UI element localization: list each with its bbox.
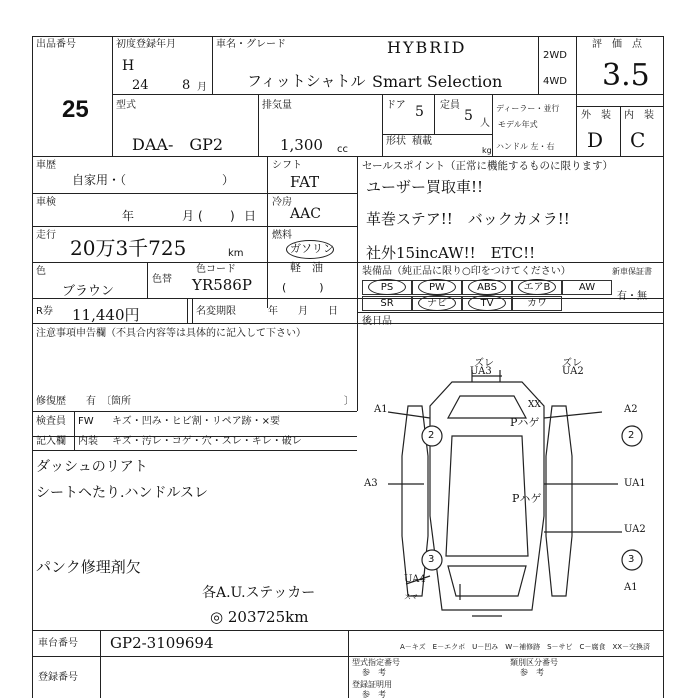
color-code-label: 色コード [196,264,236,275]
reg-label: 登録番号 [38,672,78,683]
dealer-label: ディーラー・並行 [496,104,560,113]
chassis-label: 車台番号 [38,638,78,649]
displacement: 1,300 [280,136,323,154]
recycle-label: R券 [36,306,53,317]
color-change-label: 色替 [152,274,172,285]
equip-airbag: エアB [512,280,562,295]
equip-navi: ナビ [412,296,462,311]
repair-close: 〕 [344,396,354,407]
diagram-label-zure-1: ズレ [474,358,494,369]
entry-label: 記入欄 [36,436,66,447]
chassis-value: GP2-3109694 [110,634,214,652]
equip-leather: カワ [512,296,562,311]
equipment-label: 装備品（純正品に限り○印をつけてください） [362,266,571,277]
title-deadline-value: 年 月 日 [268,306,338,317]
model: DAA- GP2 [132,135,224,154]
diagram-label-a1: A1 [374,404,388,415]
lot-number: 25 [62,96,89,123]
kg-unit: kg [482,146,492,155]
reg-month: 8 [182,78,191,93]
ac-value: AAC [290,206,321,222]
inspection-month: 月 [182,209,195,223]
equip-pw: PW [412,280,462,295]
inspection-day: 日 [244,209,257,223]
inspection-year: 年 [122,209,135,223]
circle-num-4: 3 [628,554,635,565]
model-year-label: モデル年式 [498,120,538,129]
class-label: 類別区分番号 [510,658,558,667]
fuel-label: 燃料 [272,230,292,241]
shift-value: FAT [290,173,320,191]
sales-points-label: セールスポイント（正常に機能するものに限ります） [362,160,614,172]
interior-sub: 内装 [78,436,98,447]
warranty-label: 新車保証書 [612,267,652,276]
recycle-value: 11,440円 [72,306,140,324]
title-deadline-label: 名変期限 [196,306,236,317]
exterior-label: 外 装 [581,110,611,121]
name-label: 車名・グレード [216,39,286,50]
circle-num-1: 2 [428,430,435,441]
cc-unit: cc [337,144,348,155]
note-4: 各A.U.ステッカー [202,585,316,601]
diagram-label-zure-2: ズレ [562,358,582,369]
fuel-paren: ( ) [282,281,324,294]
sales-line-3: 社外15incAW!! ETC!! [366,244,536,262]
mileage-value: 20万3千725 [70,236,187,260]
mileage-label: 走行 [36,230,56,241]
diagram-label-a2: A2 [624,404,638,415]
diagram-label-ua3: UA3 [470,366,492,377]
note-5: ◎ 203725km [210,608,309,626]
doors-label: ドア [386,100,406,111]
color-label: 色 [36,266,46,277]
diagram-label-phage-2: Pハゲ [512,492,542,505]
equip-sr: SR [362,296,412,311]
seats-unit: 人 [480,118,490,129]
inspection-label: 車検 [36,197,56,208]
score-label: 評 価 点 [592,39,642,50]
diagram-label-a1-rear: A1 [624,582,638,593]
load-label: 積載 [412,136,432,147]
seats: 5 [464,108,473,124]
notes-label: 注意事項申告欄（不具合内容等は具体的に記入して下さい） [36,328,306,339]
exterior-row-items: キズ・凹み・ヒビ割・リペア跡・×要 [112,416,280,427]
warranty-value: 有・無 [617,291,647,302]
inspection-paren-close: ) [230,209,235,223]
month-unit: 月 [197,82,207,93]
diagram-label-ua2: UA2 [624,524,646,535]
ref-2: 参 考 [520,668,544,677]
repair-label: 修復歴 有 〔箇所 [36,396,131,407]
fuel-gasoline: ガソリン [290,242,334,255]
ref-3: 参 考 [362,690,386,699]
mileage-unit: km [228,248,244,259]
diagram-label-sma: スマ [404,593,418,601]
equip-ps: PS [362,280,412,295]
lot-label: 出品番号 [36,39,76,50]
equip-tv: TV [462,296,512,311]
diagram-label-phage-1: Pハゲ [510,416,540,429]
history-label: 車歴 [36,160,56,171]
hybrid-text: HYBRID [387,38,467,57]
drive-2wd: 2WD [543,50,567,61]
note-1: ダッシュのリアト [36,459,148,475]
score: 3.5 [602,58,650,93]
diagram-label-ua4: UA4 [404,574,426,585]
exterior-row-label: 検査員 [36,416,66,427]
inspection-paren-open: ( [198,209,203,223]
shift-label: シフト [272,160,302,171]
drive-4wd: 4WD [543,76,567,87]
note-3: パンク修理剤欠 [36,558,141,576]
exterior-grade: D [587,128,604,152]
shape-label: 形状 [386,136,406,147]
note-2: シートヘたり.ハンドルスレ [36,485,209,501]
diagram-label-xx: XX [528,400,541,410]
first-reg-label: 初度登録年月 [116,39,176,50]
fuel-diesel: 軽 油 [290,261,323,274]
model-label: 型式 [116,100,136,111]
reg-year: 24 [132,78,149,93]
handle-label: ハンドル 左・右 [496,142,555,151]
ref-1: 参 考 [362,668,386,677]
color-code: YR586P [192,276,252,294]
circle-num-2: 2 [628,430,635,441]
interior-grade: C [630,128,646,152]
sales-line-1: ユーザー買取車!! [366,178,484,196]
reg-cert-label: 登録証明用 [352,680,392,689]
diagram-label-ua1: UA1 [624,478,646,489]
sales-line-2: 革巻ステア!! バックカメラ!! [366,210,570,228]
equip-aw: AW [562,280,612,295]
legend: A－キズ E－エクボ U－凹み W－補修跡 S－サビ C－腐食 XX－交換済 [400,643,651,651]
equip-abs: ABS [462,280,512,295]
diagram-label-a3: A3 [364,478,378,489]
rear-seat-label: 後日品 [362,316,392,327]
grade: Smart Selection [372,72,503,91]
era: H [122,58,135,74]
auction-sheet [32,36,664,698]
ac-label: 冷房 [272,197,292,208]
exterior-row-sub: FW [78,416,94,427]
car-damage-diagram [32,36,664,636]
doors: 5 [415,104,424,120]
displacement-label: 排気量 [262,100,292,111]
interior-label: 内 装 [624,110,654,121]
seats-label: 定員 [440,100,460,111]
history-value: 自家用・（ ） [72,173,235,187]
car-name: フィットシャトル [247,72,366,90]
circle-num-3: 3 [428,554,435,565]
color-value: ブラウン [62,284,115,299]
interior-items: キズ・汚レ・コゲ・穴・スレ・キレ・破レ [112,436,302,447]
type-cert-label: 型式指定番号 [352,658,400,667]
diagram-label-ua2-top: UA2 [562,366,584,377]
